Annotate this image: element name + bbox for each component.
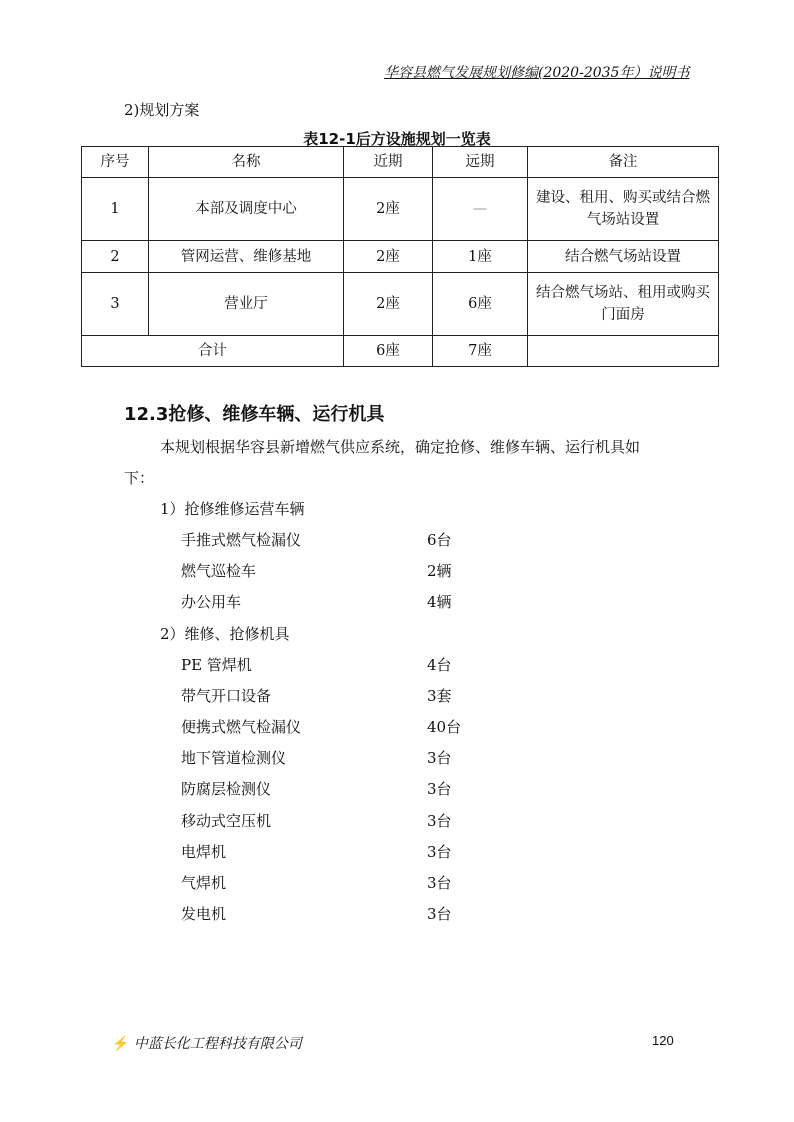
item-quantity: 3台 [427, 811, 452, 830]
item-name: PE 管焊机 [181, 655, 252, 674]
facilities-table [81, 146, 719, 367]
cell: 管网运营、维修基地 [149, 241, 344, 273]
item-name: 便携式燃气检漏仪 [181, 718, 302, 736]
table-row [82, 241, 719, 273]
item-name: 移动式空压机 [181, 811, 272, 830]
cell: 6座 [433, 273, 528, 336]
cell: 2座 [344, 241, 433, 273]
cell: 合计 [82, 336, 344, 367]
item-name: 办公用车 [181, 593, 242, 612]
item-quantity: 3台 [427, 905, 452, 924]
cell: 营业厅 [149, 273, 344, 336]
item-quantity: 3台 [427, 780, 452, 799]
cell: 2座 [344, 273, 433, 336]
header-cell: 备注 [528, 147, 719, 178]
section-intro: 本规划根据华容县新增燃气供应系统，确定抢修、维修车辆、运行机具如 [160, 438, 641, 456]
cell: 结合燃气场站、租用或购买门面房 [528, 273, 719, 336]
item-name: 地下管道检测仪 [181, 749, 287, 768]
item-quantity: 3台 [427, 874, 452, 892]
item-quantity: 4辆 [427, 593, 452, 612]
item-name: 燃气巡检车 [181, 562, 257, 581]
group-title: 1）抢修维修运营车辆 [160, 500, 305, 518]
subheading: 2)规划方案 [124, 101, 200, 119]
cell: 结合燃气场站设置 [528, 241, 719, 273]
header-cell: 名称 [149, 147, 344, 178]
table-row [82, 178, 719, 241]
cell: 7座 [433, 336, 528, 367]
item-quantity: 40台 [427, 718, 462, 736]
header-cell: 近期 [344, 147, 433, 178]
item-name: 手推式燃气检漏仪 [181, 531, 302, 549]
section-title: 12.3抢修、维修车辆、运行机具 [124, 404, 385, 425]
company-logo-icon: ⚡ [112, 1036, 130, 1052]
item-quantity: 6台 [427, 531, 452, 549]
cell: — [433, 178, 528, 241]
group-title: 2）维修、抢修机具 [160, 624, 290, 643]
cell: 3 [82, 273, 149, 336]
table-caption: 表12-1后方设施规划一览表 [303, 130, 491, 148]
item-name: 防腐层检测仪 [181, 780, 272, 799]
table-row [82, 273, 719, 336]
header-cell: 远期 [433, 147, 528, 178]
section-intro-cont: 下： [124, 469, 155, 487]
cell: 1座 [433, 241, 528, 273]
header-cell: 序号 [82, 147, 149, 178]
running-header: 华容县燃气发展规划修编(2020-2035年）说明书 [384, 65, 690, 81]
item-quantity: 3台 [427, 749, 452, 768]
item-quantity: 3台 [427, 842, 452, 861]
company-name: 中蓝长化工程科技有限公司 [133, 1036, 302, 1052]
cell: 本部及调度中心 [149, 178, 344, 241]
cell: 2座 [344, 178, 433, 241]
cell: 建设、租用、购买或结合燃气场站设置 [528, 178, 719, 241]
page-number: 120 [652, 1033, 674, 1048]
table-header-row [82, 147, 719, 178]
cell [528, 336, 719, 367]
item-name: 气焊机 [181, 874, 227, 892]
item-name: 发电机 [181, 905, 227, 924]
cell: 2 [82, 241, 149, 273]
item-quantity: 4台 [427, 655, 452, 674]
item-quantity: 2辆 [427, 562, 452, 581]
footer-company [112, 1033, 302, 1053]
cell: 6座 [344, 336, 433, 367]
item-quantity: 3套 [427, 686, 452, 705]
cell: 1 [82, 178, 149, 241]
item-name: 带气开口设备 [181, 686, 272, 705]
item-name: 电焊机 [181, 842, 227, 861]
table-total-row [82, 336, 719, 367]
